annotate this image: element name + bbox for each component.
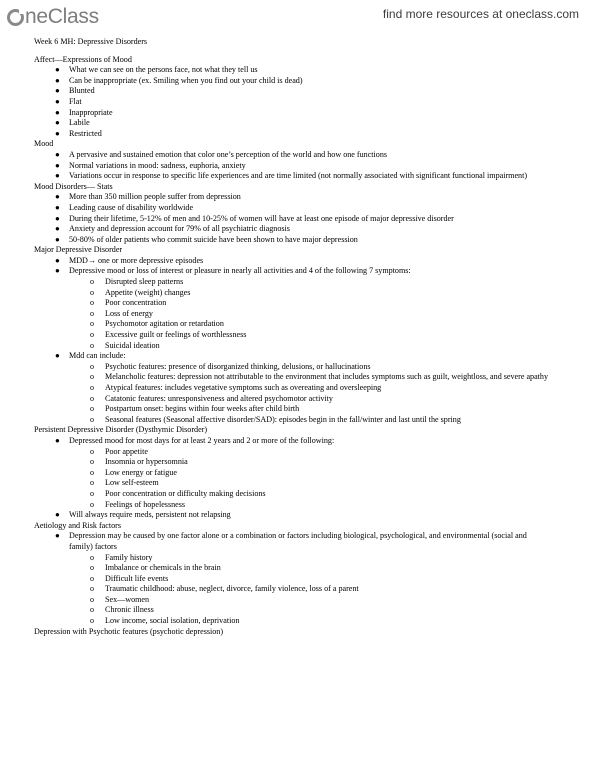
bullet-icon: ●: [55, 213, 60, 223]
item-text: Mdd can include:: [69, 351, 126, 361]
item-text: Imbalance or chemicals in the brain: [105, 563, 221, 573]
bullet-item: [0, 150, 549, 161]
bullet-item: [0, 118, 549, 129]
bullet-item: [0, 235, 549, 246]
sub-bullet-item: [0, 553, 560, 564]
sub-bullet-item: [0, 394, 560, 405]
bullet-icon: ●: [55, 351, 60, 361]
bullet-item: [0, 97, 549, 108]
sub-bullet-item: [0, 415, 560, 426]
bullet-item: [0, 192, 549, 203]
item-text: Poor concentration or difficulty making decisions: [105, 488, 266, 498]
bullet-item: [0, 224, 549, 235]
section-heading: Aetiology and Risk factors: [34, 520, 121, 530]
item-text: Restricted: [69, 128, 102, 138]
bullet-icon: ●: [55, 435, 60, 445]
promo-link[interactable]: find more resources at oneclass.com: [382, 7, 579, 21]
section-heading: Mood: [34, 139, 54, 149]
circle-bullet-icon: o: [90, 404, 94, 414]
item-text: Low energy or fatigue: [105, 467, 177, 477]
item-text: Low self-esteem: [105, 478, 159, 488]
item-text: Excessive guilt or feelings of worthlessness: [105, 330, 247, 340]
circle-bullet-icon: o: [90, 330, 94, 340]
sub-bullet-item: [0, 288, 560, 299]
sub-bullet-item: [0, 563, 560, 574]
circle-bullet-icon: o: [90, 340, 94, 350]
item-text: Leading cause of disability worldwide: [69, 202, 194, 212]
item-text: Disrupted sleep patterns: [105, 277, 184, 287]
item-text: Can be inappropriate (ex. Smiling when you find out your child is dead): [69, 75, 303, 85]
bullet-icon: ●: [55, 234, 60, 244]
bullet-icon: ●: [55, 202, 60, 212]
bullet-icon: ●: [55, 160, 60, 170]
bullet-item: [0, 171, 549, 182]
bullet-item: [0, 161, 549, 172]
bullet-item: [0, 76, 549, 87]
item-text: Catatonic features: unresponsiveness and altered psychomotor activity: [105, 393, 333, 403]
item-text: Melancholic features: depression not attributable to the environment that includes symptoms such as guilt, weightloss, and severe apathy: [105, 372, 549, 382]
circle-bullet-icon: o: [90, 563, 94, 573]
sub-bullet-item: [0, 468, 560, 479]
section-heading: Depression with Psychotic features (psychotic depression): [34, 626, 224, 636]
logo-text: neClass: [25, 5, 99, 28]
circle-bullet-icon: o: [90, 573, 94, 583]
bullet-item: [0, 65, 549, 76]
bullet-icon: ●: [55, 107, 60, 117]
bullet-icon: ●: [55, 128, 60, 138]
item-text: More than 350 million people suffer from depression: [69, 192, 241, 202]
item-text: Suicidal ideation: [105, 340, 160, 350]
item-text: Poor appetite: [105, 446, 148, 456]
item-text: Variations occur in response to specific life experiences and are time limited (not normally associated with significant functional impairment): [69, 171, 528, 181]
bullet-icon: ●: [55, 255, 60, 265]
item-text: 50-80% of older patients who commit suicide have been shown to have major depression: [69, 234, 358, 244]
sub-bullet-item: [0, 277, 560, 288]
bullet-icon: ●: [55, 118, 60, 128]
document-title: Week 6 MH: Depressive Disorders: [34, 37, 148, 46]
sub-bullet-item: [0, 584, 560, 595]
bullet-icon: ●: [55, 96, 60, 106]
sub-bullet-item: [0, 574, 560, 585]
circle-bullet-icon: o: [90, 287, 94, 297]
bullet-item: [0, 129, 549, 140]
item-text: Depression may be caused by one factor alone or a combination or factors including biological, psychological, and environmental (social and family) factors: [69, 531, 527, 551]
item-text: MDD→ one or more depressive episodes: [69, 255, 204, 265]
section-heading: Persistent Depressive Disorder (Dysthymic Disorder): [34, 425, 208, 435]
bullet-icon: ●: [55, 65, 60, 75]
item-text: Postpartum onset: begins within four weeks after child birth: [105, 404, 300, 414]
sub-bullet-item: [0, 404, 560, 415]
bullet-icon: ●: [55, 531, 60, 541]
sub-bullet-item: [0, 319, 560, 330]
circle-bullet-icon: o: [90, 393, 94, 403]
bullet-item: [0, 266, 549, 277]
sub-bullet-item: [0, 341, 560, 352]
item-text: Depressed mood for most days for at least 2 years and 2 or more of the following:: [69, 435, 335, 445]
item-text: Psychomotor agitation or retardation: [105, 319, 224, 329]
circle-bullet-icon: o: [90, 457, 94, 467]
item-text: Difficult life events: [105, 573, 169, 583]
bullet-icon: ●: [55, 75, 60, 85]
circle-bullet-icon: o: [90, 594, 94, 604]
bullet-icon: ●: [55, 171, 60, 181]
item-text: Traumatic childhood: abuse, neglect, divorce, family violence, loss of a parent: [105, 584, 359, 594]
sub-bullet-item: [0, 489, 560, 500]
item-text: During their lifetime, 5-12% of men and 10-25% of women will have at least one episode of major depressive disorder: [69, 213, 454, 223]
circle-bullet-icon: o: [90, 605, 94, 615]
sub-bullet-item: [0, 362, 560, 373]
section-heading: Mood Disorders— Stats: [34, 181, 113, 191]
bullet-item: [0, 531, 549, 552]
circle-bullet-icon: o: [90, 584, 94, 594]
bullet-item: [0, 214, 549, 225]
circle-bullet-icon: o: [90, 552, 94, 562]
bullet-icon: ●: [55, 510, 60, 520]
item-text: Depressive mood or loss of interest or pleasure in nearly all activities and 4 of the following 7 symptoms:: [69, 266, 411, 276]
sub-bullet-item: [0, 616, 560, 627]
sub-bullet-item: [0, 298, 560, 309]
item-text: What we can see on the persons face, not what they tell us: [69, 65, 258, 75]
item-text: Normal variations in mood: sadness, euphoria, anxiety: [69, 160, 246, 170]
bullet-item: [0, 436, 549, 447]
item-text: Inappropriate: [69, 107, 113, 117]
sub-bullet-item: [0, 309, 560, 320]
item-text: Flat: [69, 96, 82, 106]
circle-bullet-icon: o: [90, 308, 94, 318]
document-body: [0, 37, 595, 637]
item-text: Sex—women: [105, 594, 150, 604]
circle-bullet-icon: o: [90, 277, 94, 287]
item-text: Appetite (weight) changes: [105, 287, 191, 297]
item-text: Labile: [69, 118, 90, 128]
bullet-item: [0, 256, 549, 267]
bullet-item: [0, 203, 549, 214]
section-heading: Major Depressive Disorder: [34, 245, 123, 255]
item-text: Psychotic features: presence of disorganized thinking, delusions, or hallucinations: [105, 361, 371, 371]
logo-ring-icon: [7, 9, 24, 26]
circle-bullet-icon: o: [90, 616, 94, 626]
sub-bullet-item: [0, 500, 560, 511]
circle-bullet-icon: o: [90, 499, 94, 509]
circle-bullet-icon: o: [90, 467, 94, 477]
item-text: Feelings of hopelessness: [105, 499, 186, 509]
sub-bullet-item: [0, 605, 560, 616]
bullet-item: [0, 510, 549, 521]
circle-bullet-icon: o: [90, 478, 94, 488]
bullet-icon: ●: [55, 192, 60, 202]
circle-bullet-icon: o: [90, 319, 94, 329]
sub-bullet-item: [0, 595, 560, 606]
bullet-item: [0, 108, 549, 119]
sub-bullet-item: [0, 330, 560, 341]
oneclass-logo[interactable]: [7, 5, 99, 29]
item-text: Chronic illness: [105, 605, 154, 615]
item-text: Poor concentration: [105, 298, 167, 308]
item-text: Atypical features: includes vegetative symptoms such as overeating and oversleeping: [105, 383, 382, 392]
sub-bullet-item: [0, 372, 560, 383]
item-text: Anxiety and depression account for 79% of all psychiatric diagnosis: [69, 224, 290, 234]
item-text: Blunted: [69, 86, 95, 96]
bullet-icon: ●: [55, 149, 60, 159]
sub-bullet-item: [0, 447, 560, 458]
bullet-icon: ●: [55, 86, 60, 96]
item-text: Family history: [105, 552, 153, 562]
item-text: Loss of energy: [105, 308, 153, 318]
item-text: Will always require meds, persistent not relapsing: [69, 510, 231, 520]
circle-bullet-icon: o: [90, 361, 94, 371]
bullet-item: [0, 86, 549, 97]
circle-bullet-icon: o: [90, 372, 94, 382]
sub-bullet-item: [0, 457, 560, 468]
circle-bullet-icon: o: [90, 383, 94, 392]
sub-bullet-item: [0, 383, 560, 394]
bullet-item: [0, 351, 549, 362]
item-text: A pervasive and sustained emotion that color one’s perception of the world and how one functions: [69, 149, 388, 159]
page-header: [0, 0, 595, 30]
item-text: Low income, social isolation, deprivation: [105, 616, 240, 626]
item-text: Insomnia or hypersomnia: [105, 457, 188, 467]
circle-bullet-icon: o: [90, 446, 94, 456]
section-heading: Affect—Expressions of Mood: [34, 54, 132, 64]
bullet-icon: ●: [55, 224, 60, 234]
sub-bullet-item: [0, 478, 560, 489]
circle-bullet-icon: o: [90, 488, 94, 498]
circle-bullet-icon: o: [90, 298, 94, 308]
item-text: Seasonal features (Seasonal affective disorder/SAD): episodes begin in the fall/winter and last until the spring: [105, 414, 461, 424]
circle-bullet-icon: o: [90, 414, 94, 424]
bullet-icon: ●: [55, 266, 60, 276]
